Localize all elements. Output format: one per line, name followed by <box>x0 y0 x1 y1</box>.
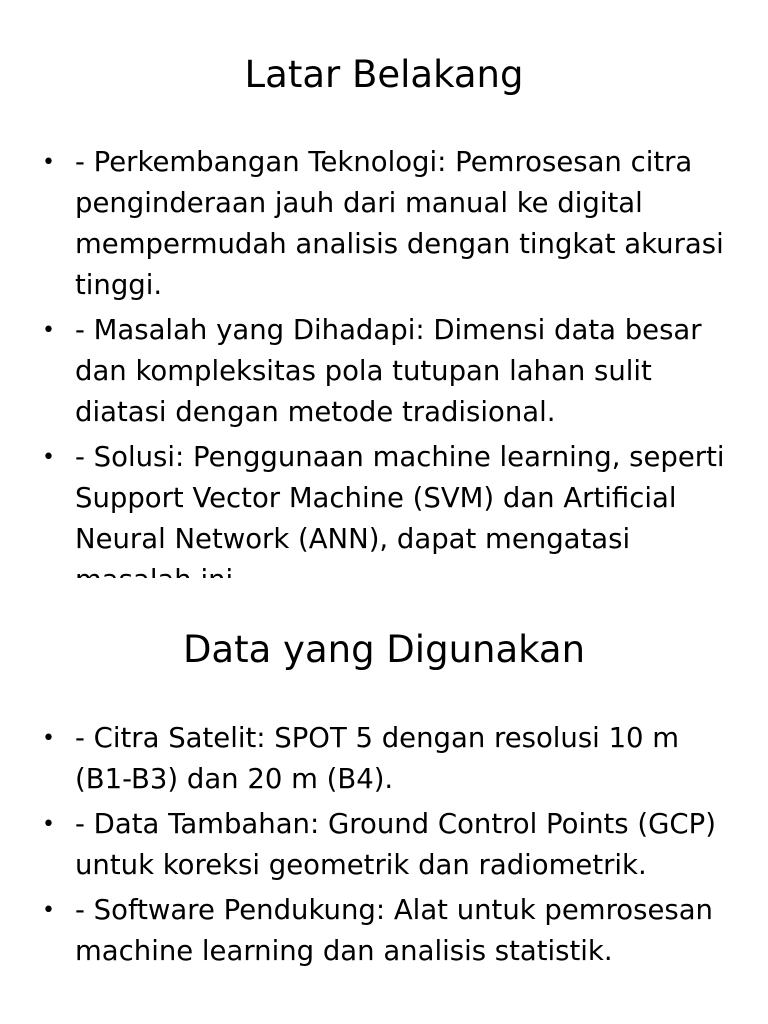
slide-title: Data yang Digunakan <box>182 628 586 671</box>
bullet-item <box>42 718 732 800</box>
bullet-dot: • <box>42 726 55 751</box>
bullet-item <box>42 890 732 972</box>
bullet-dot: • <box>42 812 55 837</box>
bullet-text: - Masalah yang Dihadapi: Dimensi data besar dan kompleksitas pola tutupan lahan sulit diatasi dengan metode tradisional. <box>75 314 702 428</box>
bullet-dot: • <box>42 318 55 343</box>
bullet-list <box>42 142 732 605</box>
bullet-item <box>42 310 732 433</box>
bullet-dot: • <box>42 898 55 923</box>
bullet-text: - Software Pendukung: Alat untuk pemrosesan machine learning dan analisis statistik. <box>75 894 713 967</box>
slide-data-yang-digunakan <box>0 578 768 1024</box>
bullet-item <box>42 437 732 601</box>
bullet-list <box>42 718 732 976</box>
slide-title: Latar Belakang <box>244 53 524 96</box>
bullet-dot: • <box>42 445 55 470</box>
bullet-text: - Data Tambahan: Ground Control Points (GCP) untuk koreksi geometrik dan radiometrik. <box>75 808 716 881</box>
bullet-text: - Solusi: Penggunaan machine learning, seperti Support Vector Machine (SVM) dan Artificial Neural Network (ANN), dapat mengatasi <box>75 441 725 555</box>
bullet-dot: • <box>42 150 55 175</box>
bullet-text: - Perkembangan Teknologi: Pemrosesan citra penginderaan jauh dari manual ke digital mempermudah analisis dengan tingkat akurasi tinggi. <box>75 146 724 301</box>
bullet-item <box>42 142 732 306</box>
bullet-text: - Citra Satelit: SPOT 5 dengan resolusi 10 m (B1-B3) dan 20 m (B4). <box>75 722 680 795</box>
bullet-item <box>42 804 732 886</box>
